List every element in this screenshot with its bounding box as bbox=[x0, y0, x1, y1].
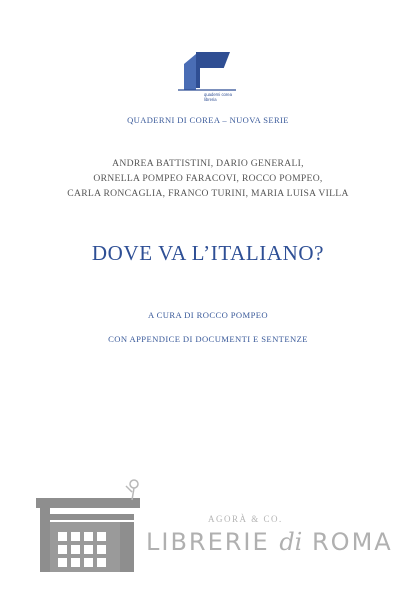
typewriter-icon bbox=[36, 478, 146, 578]
appendix-line: CON APPENDICE DI DOCUMENTI E SENTENZE bbox=[108, 334, 308, 344]
agora-label: AGORÀ & CO. bbox=[208, 514, 283, 524]
author-list bbox=[0, 156, 416, 201]
publisher-logo bbox=[178, 50, 236, 102]
roma-word: ROMA bbox=[312, 528, 393, 556]
logo-line-1: quaderni corea bbox=[204, 92, 232, 97]
author-line: ORNELLA POMPEO FARACOVI, ROCCO POMPEO, bbox=[93, 173, 323, 184]
logo-line-2: libreria bbox=[204, 97, 217, 102]
series-name: QUADERNI DI COREA – NUOVA SERIE bbox=[127, 115, 289, 125]
di-word: di bbox=[279, 528, 303, 556]
bookstore-name bbox=[146, 528, 393, 556]
author-line: ANDREA BATTISTINI, DARIO GENERALI, bbox=[112, 158, 304, 169]
book-title: DOVE VA L’ITALIANO? bbox=[91, 241, 325, 265]
bookstore-watermark bbox=[0, 470, 416, 600]
curator-line: A CURA DI ROCCO POMPEO bbox=[147, 310, 269, 320]
author-line: CARLA RONCAGLIA, FRANCO TURINI, MARIA LUISA VILLA bbox=[67, 188, 349, 199]
librerie-word: LIBRERIE bbox=[146, 528, 270, 556]
